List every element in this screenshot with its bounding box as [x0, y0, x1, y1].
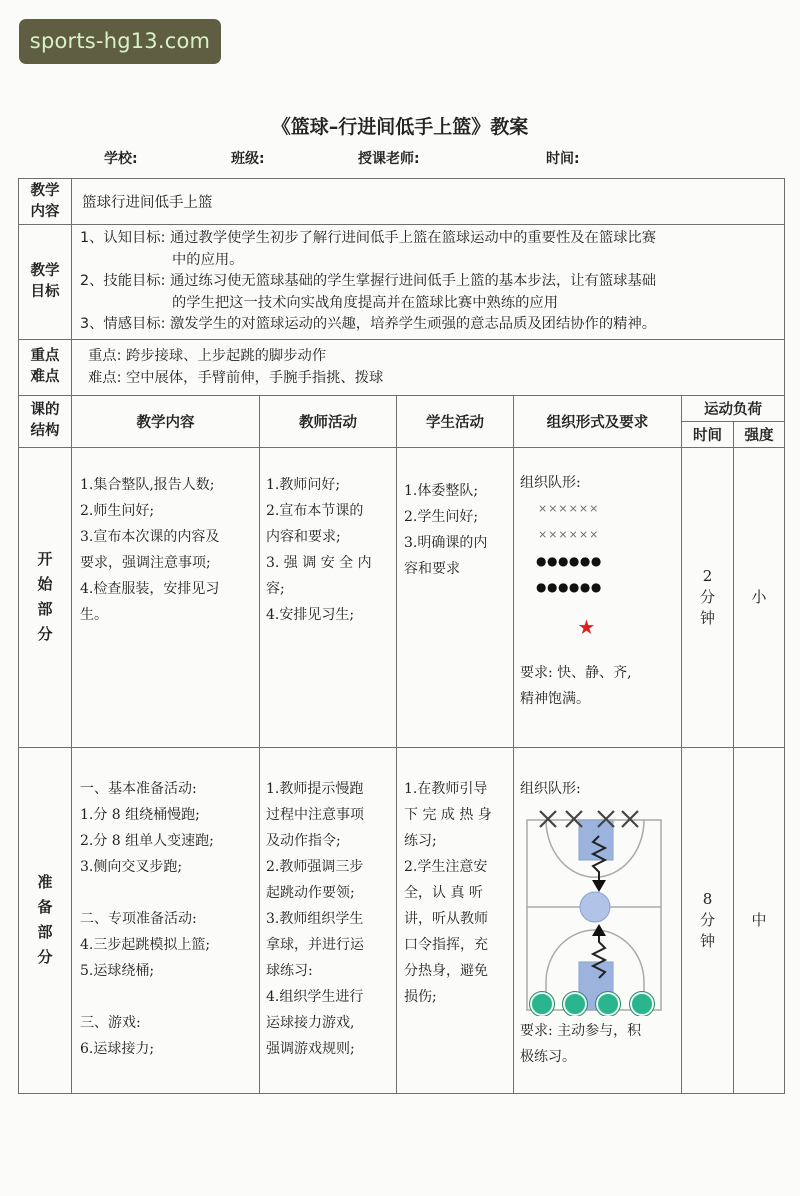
row-teaching-goals: [19, 225, 785, 340]
watermark-badge: sports-hg13.com: [19, 19, 221, 64]
meta-class: 班级:: [231, 151, 265, 167]
goal-cognitive: 1、认知目标: 通过教学使学生初步了解行进间低手上篮在篮球运动中的重要性及在篮球比赛: [80, 230, 657, 246]
prep-teacher: 1.教师提示慢跑 过程中注意事项 及动作指令; 2.教师强调三步 起跳动作要领; 3.教师组织学生 拿球，并进行运 球练习: 4.组织学生进行 运球接力游戏, 强调游戏规则;: [260, 747, 397, 1093]
header-organization: 组织形式及要求: [514, 395, 682, 447]
section-row-prep: [19, 747, 785, 1093]
teaching-goals-list: 1、认知目标: 通过教学使学生初步了解行进间低手上篮在篮球运动中的重要性及在篮球比赛 中的应用。 2、技能目标: 通过练习使无篮球基础的学生掌握行进间低手上篮的基本步法，让有篮球基础 的学生把这一技术向实战角度提高并在篮球比赛中熟练的应用 3、情感目标: 激发学生的对篮球运动的兴趣，培养学生顽强的意志品质及团结协作的精神。: [72, 225, 785, 340]
start-intensity: 小: [734, 447, 785, 747]
row-key-points: [19, 339, 785, 395]
basketball-court-diagram: [520, 806, 670, 1016]
header-structure: 课的 结构: [19, 395, 72, 447]
formation-row-dot: ●●●●●●: [536, 579, 602, 594]
prep-time: 8 分 钟: [682, 747, 734, 1093]
start-organization: 组织队形: ×××××× ×××××× ●●●●●● ●●●●●● ★ 要求: 快、静、齐, 精神饱满。: [514, 447, 682, 747]
org-title: 组织队形:: [520, 780, 581, 797]
lesson-plan-table: [18, 178, 785, 1094]
key-point: 重点: 跨步接球、上步起跳的脚步动作: [88, 348, 327, 364]
table-header-row: [19, 395, 785, 421]
formation-row-dot: ●●●●●●: [536, 553, 602, 568]
key-points-value: [72, 339, 785, 395]
meta-time: 时间:: [546, 151, 580, 167]
header-load: 运动负荷: [682, 395, 785, 421]
header-time: 时间: [682, 421, 734, 447]
start-student: 1.体委整队; 2.学生问好; 3.明确课的内 容和要求: [397, 447, 514, 747]
goal-affective: 3、情感目标: 激发学生的对篮球运动的兴趣，培养学生顽强的意志品质及团结协作的精神。: [80, 316, 657, 332]
header-teacher: 教师活动: [260, 395, 397, 447]
label-key-points: 重点 难点: [19, 339, 72, 395]
label-teaching-goals: 教学 目标: [19, 225, 72, 340]
row-teaching-content: [19, 179, 785, 225]
prep-organization: 组织队形: 要求: 主动参与，积 极练习。: [514, 747, 682, 1093]
meta-school: 学校:: [104, 151, 138, 167]
header-intensity: 强度: [734, 421, 785, 447]
page-title: 《篮球–行进间低手上篮》教案: [271, 116, 529, 138]
difficulty-point: 难点: 空中展体，手臂前伸，手腕手指挑、拨球: [88, 370, 384, 386]
start-content: 1.集合整队,报告人数; 2.师生问好; 3.宣布本次课的内容及 要求，强调注意事项; 4.检查服装，安排见习 生。: [72, 447, 260, 747]
section-row-start: [19, 447, 785, 747]
start-time: 2 分 钟: [682, 447, 734, 747]
goal-skill: 2、技能目标: 通过练习使无篮球基础的学生掌握行进间低手上篮的基本步法，让有篮球基础: [80, 273, 657, 289]
header-student: 学生活动: [397, 395, 514, 447]
teacher-star-icon: ★: [577, 614, 596, 639]
label-teaching-content: 教学 内容: [19, 179, 72, 225]
section-label-start: 开 始 部 分: [19, 447, 72, 747]
formation-row-x: ××××××: [538, 501, 600, 515]
start-teacher: 1.教师问好; 2.宣布本节课的 内容和要求; 3. 强 调 安 全 内 容; 4.安排见习生;: [260, 447, 397, 747]
formation-row-x: ××××××: [538, 527, 600, 541]
meta-teacher: 授课老师:: [358, 151, 420, 167]
section-label-prep: 准 备 部 分: [19, 747, 72, 1093]
prep-student: 1.在教师引导 下 完 成 热 身 练习; 2.学生注意安 全，认 真 听 讲，听从教师 口令指挥，充 分热身，避免 损伤;: [397, 747, 514, 1093]
org-title: 组织队形:: [520, 474, 581, 491]
prep-intensity: 中: [734, 747, 785, 1093]
header-content: 教学内容: [72, 395, 260, 447]
teaching-content-value: 篮球行进间低手上篮: [72, 179, 785, 225]
prep-content: 一、基本准备活动: 1.分 8 组绕桶慢跑; 2.分 8 组单人变速跑; 3.侧向交叉步跑; 二、专项准备活动: 4.三步起跳模拟上篮; 5.运球绕桶; 三、游戏: 6.运球接力;: [72, 747, 260, 1093]
